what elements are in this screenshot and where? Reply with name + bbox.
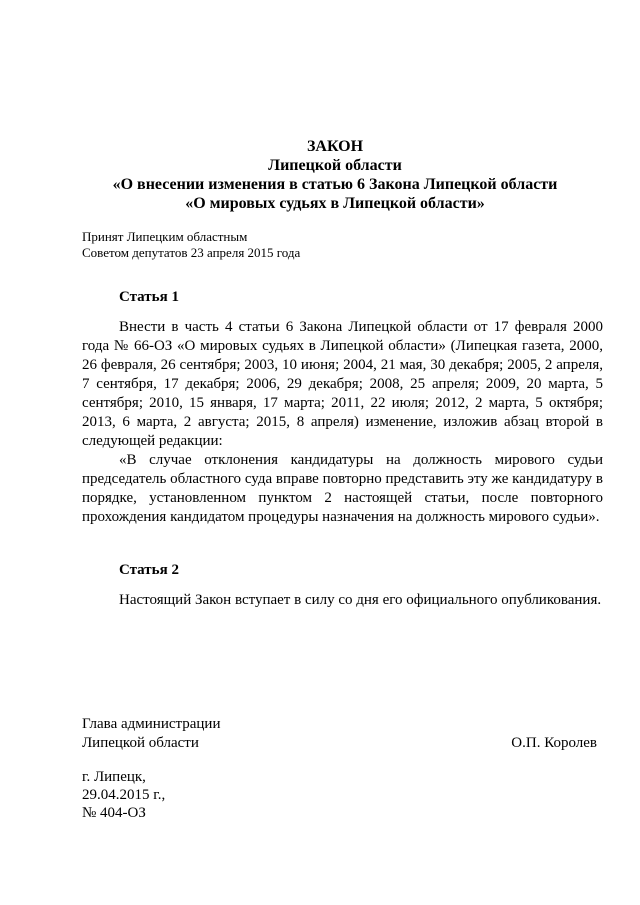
article-2-paragraph-1: Настоящий Закон вступает в силу со дня его официального опубликования.	[119, 592, 602, 608]
law-number: № 404-ОЗ	[82, 805, 146, 821]
article-1-heading: Статья 1	[119, 289, 179, 305]
document-footer	[82, 768, 165, 822]
signatory-position-line-1: Глава администрации	[82, 716, 221, 732]
document-title-line-2: «О мировых судьях в Липецкой области»	[185, 195, 485, 212]
document-region: Липецкой области	[268, 157, 402, 174]
article-1-paragraph-2: «В случае отклонения кандидатуры на должность мирового судьи председатель областного суда вправе повторно представить эту же кандидатуру в порядке, установленном пунктом 2 настоящей статьи, после повторного прохождения кандидатом процедуры назначения на должность мирового судьи».	[82, 452, 603, 525]
article-1-paragraph-1: Внести в часть 4 статьи 6 Закона Липецкой области от 17 февраля 2000 года № 66-ОЗ «О мировых судьях в Липецкой области» (Липецкая газета, 2000, 26 февраля, 26 сентября; 2003, 10 июня; 2004, 21 мая, 30 декабря; 2005, 2 апреля, 7 сентября, 17 декабря; 2006, 29 декабря; 2008, 25 апреля; 2009, 20 марта, 5 сентября; 2010, 15 января, 17 марта; 2011, 22 июля; 2012, 2 марта, 5 октября; 2013, 6 марта, 2 августа; 2015, 8 апреля) изменение, изложив абзац второй в следующей редакции:	[82, 319, 603, 449]
signing-place: г. Липецк,	[82, 769, 146, 785]
article-1-body	[82, 318, 603, 527]
signatory-position-line-2: Липецкой области	[82, 735, 199, 751]
article-2-body	[82, 591, 603, 610]
signing-date: 29.04.2015 г.,	[82, 787, 166, 803]
document-title-block	[60, 137, 610, 213]
document-title-line-1: «О внесении изменения в статью 6 Закона Липецкой области	[112, 176, 558, 193]
document-type: ЗАКОН	[306, 138, 364, 155]
adoption-line-1: Принят Липецким областным	[82, 229, 248, 244]
adoption-line-2: Советом депутатов 23 апреля 2015 года	[82, 244, 301, 260]
signatory-name: О.П. Королев	[511, 735, 597, 751]
article-2-heading: Статья 2	[119, 562, 179, 578]
adoption-note	[82, 229, 300, 260]
signature-block	[82, 715, 597, 753]
